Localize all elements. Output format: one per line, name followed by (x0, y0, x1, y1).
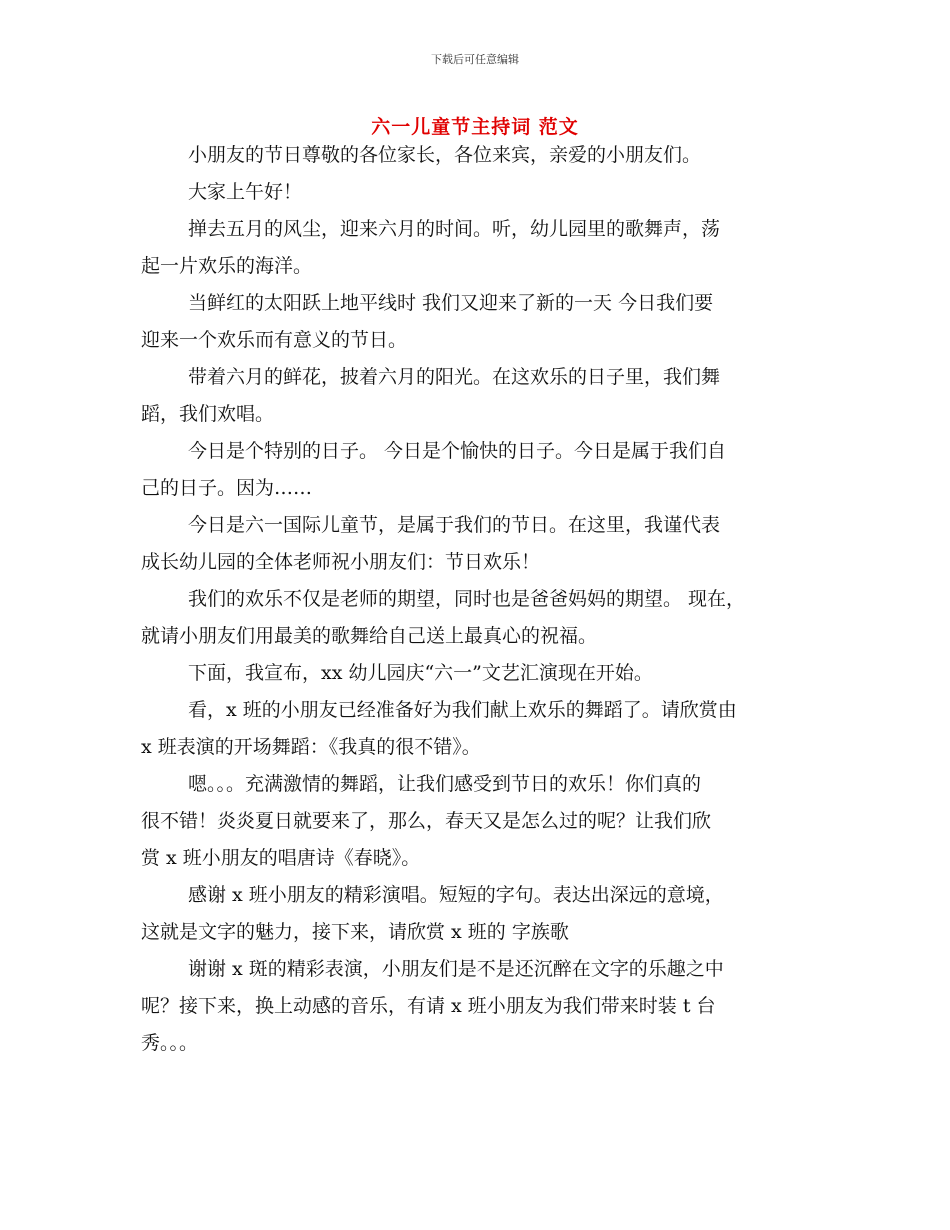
text-line: 呢？接下来，换上动感的音乐，有请 x 班小朋友为我们带来时装 t 台 (141, 995, 716, 1017)
paragraph (141, 137, 817, 174)
paragraph (141, 507, 817, 581)
paragraph (141, 766, 817, 877)
text-line: 今日是个特别的日子。 今日是个愉快的日子。今日是属于我们自 (188, 440, 727, 462)
text-line: 掸去五月的风尘，迎来六月的时间。听，幼儿园里的歌舞声，荡 (188, 218, 721, 240)
text-line: 谢谢 x 斑的精彩表演，小朋友们是不是还沉醉在文字的乐趣之中 (188, 958, 724, 980)
paragraph (141, 951, 817, 1062)
text-line: 很不错！炎炎夏日就要来了，那么，春天又是怎么过的呢？让我们欣 (141, 810, 712, 832)
document-title: 六一儿童节主持词 范文 (371, 116, 579, 138)
text-line: 就请小朋友们用最美的歌舞给自己送上最真心的祝福。 (141, 625, 598, 647)
paragraph (141, 285, 817, 359)
text-line: 蹈，我们欢唱。 (141, 403, 275, 425)
paragraph (141, 692, 817, 766)
text-line: 下面，我宣布，xx 幼儿园庆“六一”文艺汇演现在开始。 (188, 662, 653, 684)
text-line: 今日是六一国际儿童节，是属于我们的节日。在这里，我谨代表 (188, 514, 721, 536)
text-line: 己的日子。因为…… (141, 477, 313, 499)
page-header-note: 下载后可任意编辑 (431, 53, 519, 66)
paragraph (141, 655, 817, 692)
document-body (141, 137, 817, 1062)
text-line: 迎来一个欢乐而有意义的节日。 (141, 329, 408, 351)
text-line: 我们的欢乐不仅是老师的期望，同时也是爸爸妈妈的期望。 现在， (188, 588, 746, 610)
text-line: 大家上午好！ (188, 181, 303, 203)
paragraph (141, 877, 817, 951)
text-line: 当鲜红的太阳跃上地平线时 我们又迎来了新的一天 今日我们要 (188, 292, 714, 314)
paragraph (141, 211, 817, 285)
text-line: 小朋友的节日尊敬的各位家长，各位来宾，亲爱的小朋友们。 (188, 144, 702, 166)
text-line: 秀。。。 (141, 1032, 199, 1054)
paragraph (141, 581, 817, 655)
paragraph (141, 359, 817, 433)
text-line: 带着六月的鲜花，披着六月的阳光。在这欢乐的日子里，我们舞 (188, 366, 721, 388)
paragraph (141, 433, 817, 507)
text-line: 起一片欢乐的海洋。 (141, 255, 313, 277)
text-line: 嗯。。。充满激情的舞蹈，让我们感受到节日的欢乐！你们真的 (188, 773, 702, 795)
text-line: 成长幼儿园的全体老师祝小朋友们：节日欢乐！ (141, 551, 541, 573)
text-line: 感谢 x 班小朋友的精彩演唱。短短的字句。表达出深远的意境， (188, 884, 724, 906)
text-line: 这就是文字的魅力，接下来，请欣赏 x 班的 字族歌 (141, 921, 569, 943)
paragraph (141, 174, 817, 211)
text-line: x 班表演的开场舞蹈：《我真的很不错》。 (141, 736, 481, 758)
text-line: 赏 x 班小朋友的唱唐诗《春晓》。 (141, 847, 421, 869)
text-line: 看，x 班的小朋友已经准备好为我们献上欢乐的舞蹈了。请欣赏由 (188, 699, 737, 721)
